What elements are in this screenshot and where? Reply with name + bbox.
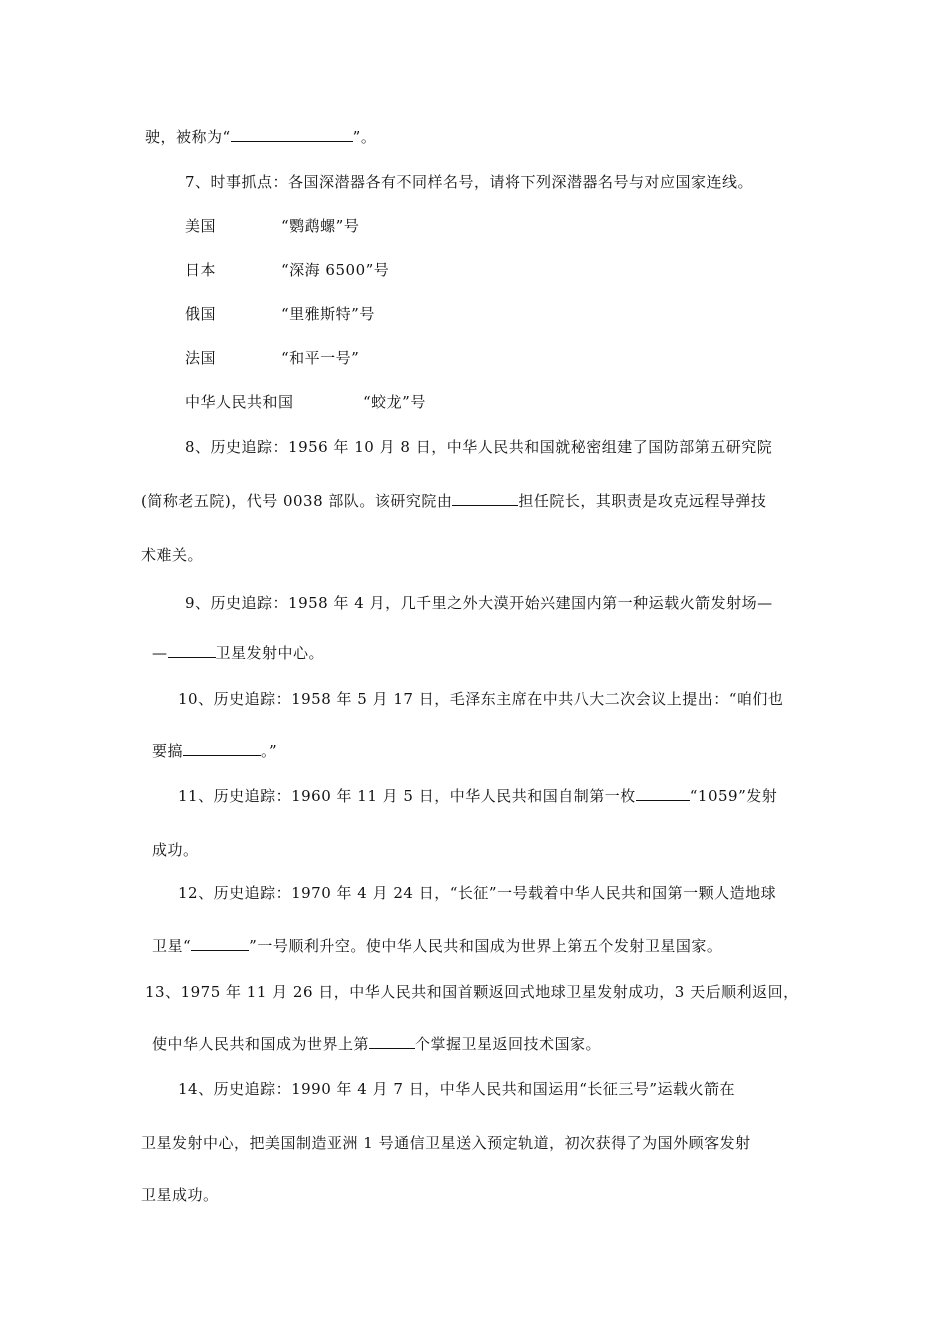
text-line: 术难关。 [141,546,204,564]
match-row [185,216,360,236]
question-8: 8、历史追踪：1956 年 10 月 8 日，中华人民共和国就秘密组建了国防部第五研究院 [185,438,773,456]
match-row [185,392,426,412]
text-line: 卫星成功。 [141,1186,219,1204]
fill-blank [168,643,216,658]
question-14: 14、历史追踪：1990 年 4 月 7 日，中华人民共和国运用“长征三号”运载火箭在 [178,1080,736,1098]
question-10: 10、历史追踪：1958 年 5 月 17 日，毛泽东主席在中共八大二次会议上提出：“咱们也 [178,690,784,708]
submersible-name: “和平一号” [281,349,360,367]
text-line: 成功。 [152,841,199,859]
question-7: 7、时事抓点：各国深潜器各有不同样名号，请将下列深潜器名号与对应国家连线。 [185,173,754,191]
country-label: 法国 [185,349,217,367]
country-label: 中华人民共和国 [185,393,294,411]
fill-blank [636,786,690,801]
match-row [185,260,390,280]
text-line: 卫星“ ”一号顺利升空。使中华人民共和国成为世界上第五个发射卫星国家。 [152,937,723,955]
submersible-name: “鹦鹉螺”号 [281,217,360,235]
question-9: 9、历史追踪：1958 年 4 月，几千里之外大漠开始兴建国内第一种运载火箭发射场— [185,594,773,612]
fill-blank [183,741,261,756]
question-13: 13、1975 年 11 月 26 日，中华人民共和国首颗返回式地球卫星发射成功，3 天后顺利返回， [145,983,799,1001]
country-label: 俄国 [185,305,217,323]
fill-blank [231,127,353,142]
text-line: (简称老五院)，代号 0038 部队。该研究院由 担任院长，其职责是攻克远程导弹技 [141,492,767,510]
text-line: 使中华人民共和国成为世界上第 个掌握卫星返回技术国家。 [152,1035,602,1053]
question-11: 11、历史追踪：1960 年 11 月 5 日，中华人民共和国自制第一枚 “1059”发射 [178,787,778,805]
submersible-name: “蛟龙”号 [363,393,426,411]
text-line: 要搞 。” [152,742,278,760]
country-label: 日本 [185,261,217,279]
fill-blank [452,491,518,506]
text-line: — 卫星发射中心。 [152,644,325,662]
fill-blank [369,1034,415,1049]
submersible-name: “深海 6500”号 [281,261,390,279]
question-12: 12、历史追踪：1970 年 4 月 24 日，“长征”一号载着中华人民共和国第一颗人造地球 [178,884,777,902]
match-row [185,304,375,324]
text-line: 驶，被称为“ ”。 [145,128,377,146]
text-line: 卫星发射中心，把美国制造亚洲 1 号通信卫星送入预定轨道，初次获得了为国外顾客发射 [141,1134,751,1152]
submersible-name: “里雅斯特”号 [281,305,375,323]
fill-blank [191,936,249,951]
match-row [185,348,360,368]
country-label: 美国 [185,217,217,235]
